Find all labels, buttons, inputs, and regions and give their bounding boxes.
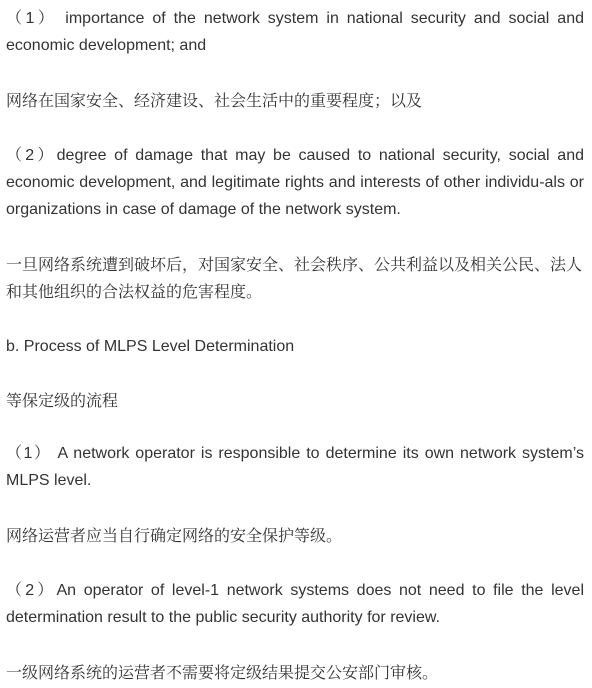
paragraph-criterion-1-en: （1） importance of the network system in national security and social and economic development; and bbox=[6, 10, 584, 54]
paragraph-criterion-1-zh: 网络在国家安全、经济建设、社会生活中的重要程度；以及 bbox=[6, 91, 423, 110]
section-heading-en: b. Process of MLPS Level Determination bbox=[6, 338, 295, 355]
paragraph-criterion-2-en: （2）degree of damage that may be caused to national security, social and economic development, and legitimate rights and interests of other individu-als or organizations in case of damage of the network system. bbox=[6, 147, 584, 218]
paragraph-step-1-zh: 网络运营者应当自行确定网络的安全保护等级。 bbox=[6, 526, 343, 545]
paragraph-step-2-zh: 一级网络系统的运营者不需要将定级结果提交公安部门审核。 bbox=[6, 663, 439, 682]
paragraph-criterion-2-zh: 一旦网络系统遭到破坏后，对国家安全、社会秩序、公共利益以及相关公民、法人和其他组织的合法权益的危害程度。 bbox=[6, 255, 583, 301]
paragraph-step-1-en: （1） A network operator is responsible to determine its own network system’s MLPS level. bbox=[6, 445, 584, 489]
section-heading-zh: 等保定级的流程 bbox=[6, 391, 119, 410]
paragraph-step-2-en: （2）An operator of level-1 network systems does not need to file the level determination result to the public security authority for review. bbox=[6, 582, 584, 626]
